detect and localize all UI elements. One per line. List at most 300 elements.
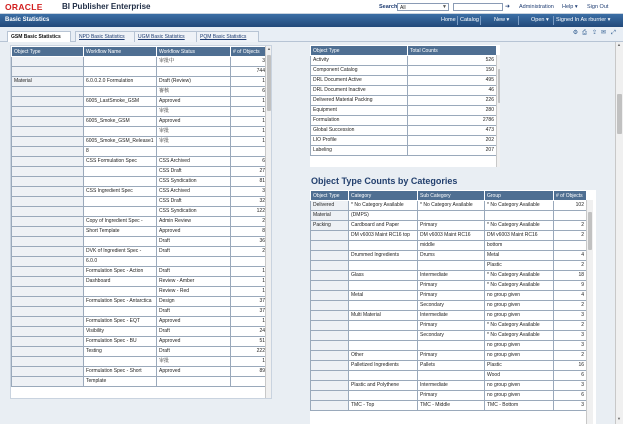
table-row bbox=[311, 251, 587, 261]
search-label: Search bbox=[379, 4, 398, 10]
table-row bbox=[12, 97, 268, 107]
table-cell: 526 bbox=[408, 56, 497, 66]
table-row bbox=[311, 401, 587, 411]
table-cell: Draft bbox=[157, 347, 231, 357]
table-cell: no group given bbox=[485, 291, 554, 301]
table-cell: 744 bbox=[231, 67, 268, 77]
table-cell bbox=[84, 177, 157, 187]
table-cell: no group given bbox=[485, 381, 554, 391]
table-cell bbox=[311, 391, 349, 401]
table-row bbox=[311, 136, 497, 146]
table-cell: DM v6003 Maint RC16 bbox=[485, 231, 554, 241]
table-row bbox=[311, 126, 497, 136]
table-cell bbox=[12, 97, 84, 107]
table-row bbox=[12, 297, 268, 307]
table-row bbox=[12, 217, 268, 227]
table-cell bbox=[12, 187, 84, 197]
table-cell: 32 bbox=[231, 197, 268, 207]
table-cell bbox=[311, 341, 349, 351]
table-cell bbox=[12, 267, 84, 277]
table-cell: 2 bbox=[231, 247, 268, 257]
table-cell: 8 bbox=[84, 147, 157, 157]
table-cell: Secondary bbox=[418, 331, 485, 341]
table-cell: Wood bbox=[485, 371, 554, 381]
table-cell: 6005_Smoke_GSM bbox=[84, 117, 157, 127]
table-cell bbox=[84, 87, 157, 97]
table-cell bbox=[12, 87, 84, 97]
table-cell: TMC - Bottom bbox=[485, 401, 554, 411]
column-header: Group bbox=[485, 191, 554, 201]
vertical-scrollbar[interactable] bbox=[496, 55, 500, 167]
table-cell bbox=[12, 237, 84, 247]
catalog-link[interactable]: Catalog bbox=[460, 17, 479, 23]
table-row bbox=[311, 341, 587, 351]
table-cell: 3 bbox=[554, 381, 587, 391]
table-row bbox=[12, 247, 268, 257]
table-row bbox=[12, 67, 268, 77]
table-row bbox=[311, 331, 587, 341]
table-cell: * No Category Available bbox=[485, 331, 554, 341]
table-cell bbox=[311, 301, 349, 311]
table-cell: Primary bbox=[418, 221, 485, 231]
export-icon[interactable]: ⇪ bbox=[591, 30, 598, 36]
table-cell: Intermediate bbox=[418, 381, 485, 391]
column-header: Sub Category bbox=[418, 191, 485, 201]
table-cell: Drums bbox=[418, 251, 485, 261]
table-cell bbox=[12, 277, 84, 287]
table-cell bbox=[311, 361, 349, 371]
table-cell: * No Category Available bbox=[485, 221, 554, 231]
table-cell: 89 bbox=[231, 367, 268, 377]
table-cell bbox=[12, 137, 84, 147]
table-cell: CSS Syndication bbox=[157, 177, 231, 187]
table-row bbox=[311, 371, 587, 381]
table-cell: 37 bbox=[231, 307, 268, 317]
signed-in-menu[interactable]: Signed In As rburrier ▾ bbox=[556, 17, 611, 23]
table-cell: LIO Profile bbox=[311, 136, 408, 146]
table-cell: Secondary bbox=[418, 301, 485, 311]
table-cell: Packing bbox=[311, 221, 349, 231]
table-cell bbox=[349, 331, 418, 341]
table-cell bbox=[12, 117, 84, 127]
table-cell: 6 bbox=[554, 391, 587, 401]
table-cell: * No Category Available bbox=[349, 201, 418, 211]
table-cell bbox=[12, 377, 84, 387]
help-menu[interactable]: Help ▾ bbox=[562, 4, 578, 10]
table-cell: 2 bbox=[554, 231, 587, 241]
table-cell: CSS Draft bbox=[157, 197, 231, 207]
table-cell bbox=[349, 341, 418, 351]
table-cell: 3 bbox=[554, 401, 587, 411]
table-cell bbox=[311, 401, 349, 411]
nav-bar bbox=[0, 14, 623, 27]
sign-out-link[interactable]: Sign Out bbox=[587, 4, 609, 10]
column-header: Workflow Status bbox=[157, 47, 231, 57]
table-cell: 2 bbox=[554, 301, 587, 311]
table-cell: Approved bbox=[157, 117, 231, 127]
table-cell: DRL Document Inactive bbox=[311, 86, 408, 96]
table-row bbox=[311, 106, 497, 116]
table-cell bbox=[84, 57, 157, 67]
table-cell: Equipment bbox=[311, 106, 408, 116]
column-header: Workflow Name bbox=[84, 47, 157, 57]
table-cell bbox=[12, 337, 84, 347]
workflow-status-table bbox=[11, 46, 268, 387]
table-cell bbox=[311, 271, 349, 281]
divider bbox=[457, 16, 458, 25]
table-cell: 16 bbox=[554, 361, 587, 371]
table-cell bbox=[418, 261, 485, 271]
search-go-icon[interactable]: ➜ bbox=[505, 4, 511, 10]
table-cell: 6 bbox=[554, 371, 587, 381]
table-cell: 审批 bbox=[157, 127, 231, 137]
table-cell: Draft bbox=[157, 247, 231, 257]
table-cell bbox=[231, 257, 268, 267]
table-cell bbox=[12, 177, 84, 187]
table-cell bbox=[12, 157, 84, 167]
table-cell bbox=[84, 107, 157, 117]
object-type-categories-table bbox=[310, 190, 587, 411]
table-row bbox=[311, 291, 587, 301]
table-cell bbox=[12, 197, 84, 207]
table-cell: Formulation Spec - EQT bbox=[84, 317, 157, 327]
table-cell: no group given bbox=[485, 341, 554, 351]
table-cell: 6 bbox=[231, 87, 268, 97]
scroll-thumb[interactable] bbox=[267, 55, 271, 111]
table-cell: 6 bbox=[231, 157, 268, 167]
table-cell bbox=[12, 247, 84, 257]
table-cell: Glass bbox=[349, 271, 418, 281]
settings-icon[interactable]: ⚙ bbox=[572, 30, 579, 36]
table-cell bbox=[12, 227, 84, 237]
table-cell bbox=[12, 307, 84, 317]
column-header: Total Counts bbox=[408, 46, 497, 56]
table-cell bbox=[12, 167, 84, 177]
table-cell: 226 bbox=[408, 96, 497, 106]
table-cell: 審核 bbox=[157, 87, 231, 97]
table-row bbox=[12, 267, 268, 277]
categories-panel bbox=[310, 190, 596, 424]
table-cell bbox=[311, 321, 349, 331]
table-cell: 202 bbox=[408, 136, 497, 146]
table-row bbox=[12, 377, 268, 387]
table-cell bbox=[12, 107, 84, 117]
table-row bbox=[12, 337, 268, 347]
table-row bbox=[12, 357, 268, 367]
table-row bbox=[12, 147, 268, 157]
table-cell bbox=[84, 357, 157, 367]
table-cell: 4 bbox=[554, 291, 587, 301]
table-cell: Approved bbox=[157, 317, 231, 327]
table-row bbox=[12, 77, 268, 87]
workflow-status-panel bbox=[10, 45, 272, 399]
table-cell: Plastic and Polythene bbox=[349, 381, 418, 391]
tab-gsm-basic-statistics[interactable]: GSM Basic Statistics bbox=[7, 31, 71, 42]
divider bbox=[480, 16, 481, 25]
table-cell: Primary bbox=[418, 281, 485, 291]
table-row bbox=[311, 271, 587, 281]
scroll-up-icon[interactable]: ▲ bbox=[267, 46, 271, 51]
table-cell bbox=[349, 301, 418, 311]
table-cell: Admin Review bbox=[157, 217, 231, 227]
categories-table-body bbox=[311, 201, 587, 411]
table-cell: 1 bbox=[231, 107, 268, 117]
table-cell: 222 bbox=[231, 347, 268, 357]
table-cell bbox=[84, 307, 157, 317]
table-cell: Draft bbox=[157, 237, 231, 247]
table-row bbox=[12, 227, 268, 237]
table-row bbox=[311, 66, 497, 76]
table-cell: 495 bbox=[408, 76, 497, 86]
table-cell: Pallets bbox=[418, 361, 485, 371]
scroll-thumb[interactable] bbox=[617, 94, 622, 134]
page-scrollbar[interactable] bbox=[615, 42, 623, 424]
table-cell: 122 bbox=[231, 207, 268, 217]
table-cell: Plastic bbox=[485, 261, 554, 271]
table-cell bbox=[84, 67, 157, 77]
table-cell: Primary bbox=[418, 351, 485, 361]
table-cell: 37 bbox=[231, 297, 268, 307]
tab-npd-basic-statistics[interactable]: NPD Basic Statistics bbox=[75, 31, 137, 42]
table-cell bbox=[349, 321, 418, 331]
table-row bbox=[311, 381, 587, 391]
scroll-up-icon[interactable]: ▲ bbox=[617, 42, 621, 47]
table-cell: 1 bbox=[231, 77, 268, 87]
scroll-thumb[interactable] bbox=[588, 212, 592, 250]
search-input[interactable] bbox=[453, 3, 503, 11]
table-row bbox=[12, 177, 268, 187]
table-cell: * No Category Available bbox=[485, 201, 554, 211]
top-bar bbox=[0, 0, 623, 14]
table-header-row bbox=[12, 47, 268, 57]
divider bbox=[518, 16, 519, 25]
column-header: Category bbox=[349, 191, 418, 201]
table-row bbox=[12, 207, 268, 217]
chevron-down-icon: ▼ bbox=[442, 4, 447, 10]
expand-icon[interactable]: ⤢ bbox=[611, 30, 616, 36]
table-cell: Formulation Spec - Antarctica bbox=[84, 297, 157, 307]
table-cell: 3 bbox=[554, 331, 587, 341]
object-type-counts-table bbox=[310, 45, 497, 156]
table-cell bbox=[84, 207, 157, 217]
table-cell: 27 bbox=[231, 167, 268, 177]
table-cell: 审批 bbox=[157, 107, 231, 117]
administration-link[interactable]: Administration bbox=[519, 4, 554, 10]
table-cell: 3 bbox=[554, 311, 587, 321]
table-cell: 1 bbox=[231, 117, 268, 127]
column-header: Object Type bbox=[12, 47, 84, 57]
table-row bbox=[311, 391, 587, 401]
table-row bbox=[12, 197, 268, 207]
table-cell: * No Category Available bbox=[485, 281, 554, 291]
table-cell: Review - Red bbox=[157, 287, 231, 297]
table-row bbox=[311, 321, 587, 331]
table-row bbox=[12, 117, 268, 127]
table-cell: TMC - Middle bbox=[418, 401, 485, 411]
table-row bbox=[311, 311, 587, 321]
table-cell: 1 bbox=[231, 127, 268, 137]
categories-section-title: Object Type Counts by Categories bbox=[311, 176, 458, 186]
table-cell: Drummed Ingredients bbox=[349, 251, 418, 261]
table-cell bbox=[349, 261, 418, 271]
table-header-row bbox=[311, 191, 587, 201]
table-cell: 150 bbox=[408, 66, 497, 76]
table-cell: 9 bbox=[554, 281, 587, 291]
table-cell: DRL Document Active bbox=[311, 76, 408, 86]
table-cell: Approved bbox=[157, 227, 231, 237]
table-cell: 1 bbox=[231, 317, 268, 327]
table-cell bbox=[84, 127, 157, 137]
table-cell: Formulation Spec - Action bbox=[84, 267, 157, 277]
table-cell: TMC - Top bbox=[349, 401, 418, 411]
table-cell: CSS Draft bbox=[157, 167, 231, 177]
table-cell bbox=[418, 211, 485, 221]
open-menu[interactable]: Open ▾ bbox=[531, 17, 549, 23]
table-cell bbox=[311, 251, 349, 261]
table-row bbox=[12, 157, 268, 167]
table-cell: Cardboard and Paper bbox=[349, 221, 418, 231]
table-cell: Primary bbox=[418, 321, 485, 331]
new-menu[interactable]: New ▾ bbox=[494, 17, 510, 23]
table-cell: Draft bbox=[157, 267, 231, 277]
table-cell: Draft bbox=[157, 327, 231, 337]
send-icon[interactable]: ✉ bbox=[600, 30, 607, 36]
table-cell: * No Category Available bbox=[485, 271, 554, 281]
table-cell: Testing bbox=[84, 347, 157, 357]
print-icon[interactable]: ⎙ bbox=[582, 30, 587, 36]
column-header: # of Objects bbox=[554, 191, 587, 201]
oracle-logo: ORACLE bbox=[5, 2, 43, 12]
table-row bbox=[311, 76, 497, 86]
table-row bbox=[12, 137, 268, 147]
table-row bbox=[311, 211, 587, 221]
table-row bbox=[311, 221, 587, 231]
table-cell bbox=[12, 367, 84, 377]
table-cell: Material bbox=[12, 77, 84, 87]
table-row bbox=[311, 351, 587, 361]
table-cell: * No Category Available bbox=[485, 321, 554, 331]
table-cell: 2786 bbox=[408, 116, 497, 126]
table-cell: Formulation Spec - BU bbox=[84, 337, 157, 347]
table-cell bbox=[12, 317, 84, 327]
table-cell bbox=[157, 147, 231, 157]
table-cell: no group given bbox=[485, 391, 554, 401]
table-cell: CSS Syndication bbox=[157, 207, 231, 217]
product-name: BI Publisher Enterprise bbox=[62, 2, 151, 11]
table-row bbox=[12, 347, 268, 357]
table-cell: middle bbox=[418, 241, 485, 251]
table-cell: Draft bbox=[157, 307, 231, 317]
table-cell bbox=[12, 327, 84, 337]
table-cell: 审批中 bbox=[157, 57, 231, 67]
table-cell: 24 bbox=[231, 327, 268, 337]
table-cell: Approved bbox=[157, 367, 231, 377]
table-row bbox=[311, 301, 587, 311]
table-header-row bbox=[311, 46, 497, 56]
table-row bbox=[12, 277, 268, 287]
table-row bbox=[12, 187, 268, 197]
table-row bbox=[311, 231, 587, 241]
table-cell: 3 bbox=[554, 341, 587, 351]
divider bbox=[553, 16, 554, 25]
table-cell: 1 bbox=[231, 97, 268, 107]
table-cell: 2 bbox=[554, 221, 587, 231]
table-row bbox=[311, 96, 497, 106]
table-cell: Metal bbox=[349, 291, 418, 301]
vertical-scrollbar[interactable] bbox=[586, 200, 593, 424]
table-cell: 280 bbox=[408, 106, 497, 116]
table-cell bbox=[12, 147, 84, 157]
table-cell bbox=[12, 57, 84, 67]
table-row bbox=[12, 107, 268, 117]
table-row bbox=[12, 87, 268, 97]
table-cell: * No Category Available bbox=[418, 201, 485, 211]
table-cell bbox=[12, 347, 84, 357]
table-cell: Approved bbox=[157, 337, 231, 347]
search-scope-value: All bbox=[400, 5, 406, 11]
table-row bbox=[311, 261, 587, 271]
table-row bbox=[311, 56, 497, 66]
table-cell: 8 bbox=[231, 227, 268, 237]
table-cell: Metal bbox=[485, 251, 554, 261]
table-cell: 2 bbox=[554, 261, 587, 271]
table-cell: bottom bbox=[485, 241, 554, 251]
table-cell: Global Succession bbox=[311, 126, 408, 136]
table-cell: CSS Formulation Spec bbox=[84, 157, 157, 167]
table-cell: Palletized Ingredients bbox=[349, 361, 418, 371]
home-link[interactable]: Home bbox=[441, 17, 456, 23]
page-title: Basic Statistics bbox=[5, 17, 50, 23]
table-row bbox=[12, 167, 268, 177]
table-row bbox=[12, 307, 268, 317]
table-cell: 1 bbox=[231, 137, 268, 147]
table-cell: CSS Ingredient Spec bbox=[84, 187, 157, 197]
table-cell: Labeling bbox=[311, 146, 408, 156]
table-cell bbox=[12, 287, 84, 297]
scroll-down-icon[interactable]: ▼ bbox=[617, 416, 621, 421]
table-row bbox=[311, 86, 497, 96]
table-cell: 51 bbox=[231, 337, 268, 347]
table-row bbox=[12, 127, 268, 137]
tab-pqm-basic-statistics[interactable]: PQM Basic Statistics bbox=[196, 31, 259, 42]
vertical-scrollbar[interactable] bbox=[265, 46, 272, 399]
scroll-thumb[interactable] bbox=[498, 69, 500, 103]
table-cell: Intermediate bbox=[418, 271, 485, 281]
table-cell: Delivered Material Packing bbox=[311, 96, 408, 106]
table-cell: Multi Material bbox=[349, 311, 418, 321]
table-cell: 1 bbox=[231, 277, 268, 287]
table-cell: Plastic bbox=[485, 361, 554, 371]
table-cell: 4 bbox=[554, 251, 587, 261]
table-cell: Draft (Review) bbox=[157, 77, 231, 87]
table-cell bbox=[418, 371, 485, 381]
tab-ugm-basic-statistics[interactable]: UGM Basic Statistics bbox=[134, 31, 197, 42]
table-cell bbox=[311, 281, 349, 291]
object-type-counts-panel bbox=[310, 45, 500, 167]
report-canvas bbox=[0, 42, 623, 424]
column-header: Object Type bbox=[311, 191, 349, 201]
search-scope-select[interactable] bbox=[397, 3, 449, 11]
table-cell: Visibility bbox=[84, 327, 157, 337]
table-cell: Material bbox=[311, 211, 349, 221]
table-row bbox=[12, 327, 268, 337]
table-row bbox=[12, 367, 268, 377]
table-cell bbox=[311, 371, 349, 381]
table-cell bbox=[157, 377, 231, 387]
table-cell: Short Template bbox=[84, 227, 157, 237]
table-cell: CSS Archived bbox=[157, 157, 231, 167]
table-row bbox=[12, 317, 268, 327]
